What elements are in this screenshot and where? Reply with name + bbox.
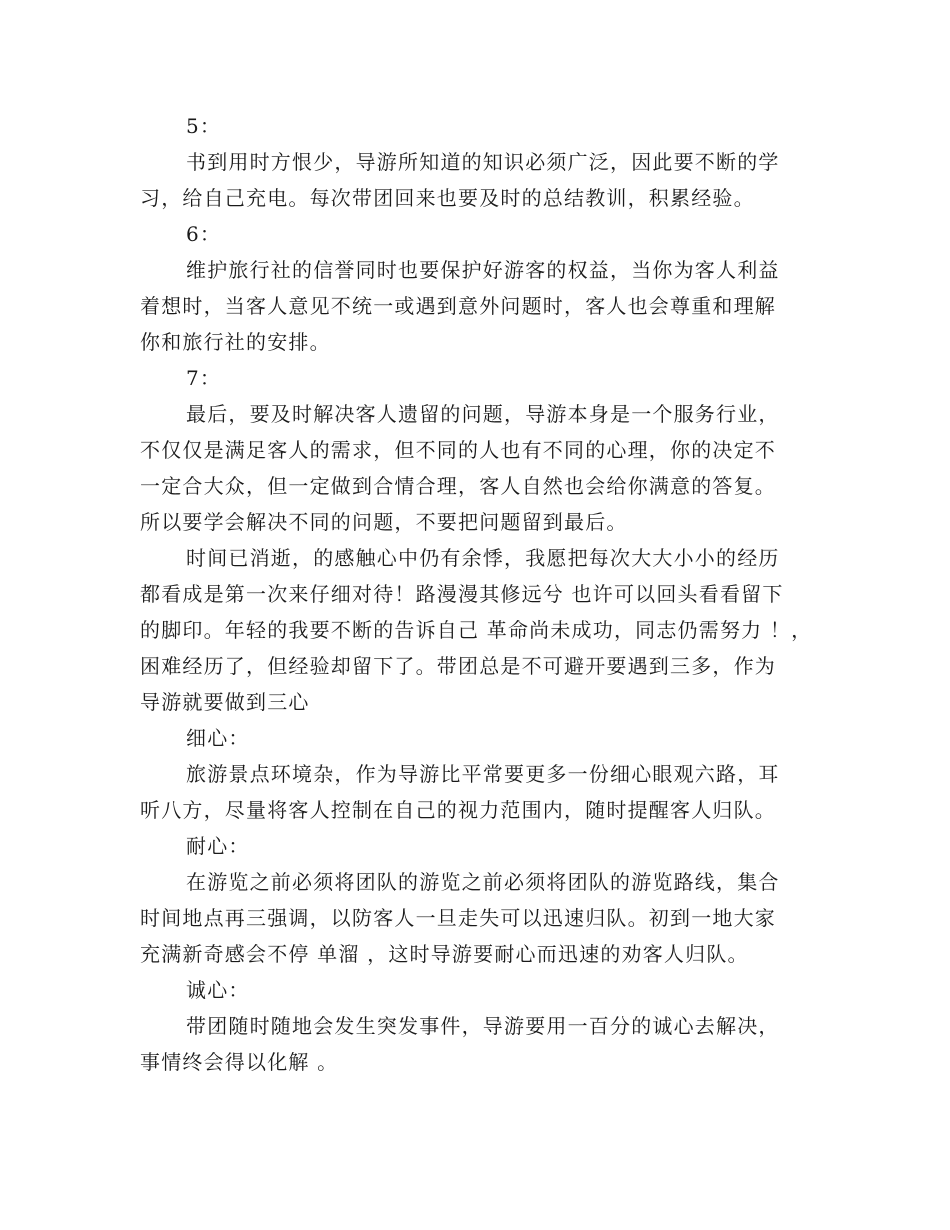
heart-label: 细心：: [186, 726, 250, 750]
paragraph-line: 最后，要及时解决客人遗留的问题，导游本身是一个服务行业，: [186, 402, 780, 426]
section-number: 7：: [186, 366, 222, 390]
paragraph-line: 时间已消逝，的感触心中仍有余悸，我愿把每次大大小小的经历: [186, 546, 780, 570]
paragraph-line: 着想时，当客人意见不统一或遇到意外问题时，客人也会尊重和理解: [140, 294, 776, 318]
paragraph-line: 听八方，尽量将客人控制在自己的视力范围内，随时提醒客人归队。: [140, 798, 776, 822]
paragraph-line: 充满新奇感会不停 单溜 ，这时导游要耐心而迅速的劝客人归队。: [140, 942, 749, 966]
paragraph-line: 带团随时随地会发生突发事件，导游要用一百分的诚心去解决，: [186, 1014, 780, 1038]
section-number: 6：: [186, 222, 222, 246]
paragraph-line: 都看成是第一次来仔细对待！路漫漫其修远兮 也许可以回头看看留下: [140, 582, 784, 606]
paragraph-line: 在游览之前必须将团队的游览之前必须将团队的游览路线，集合: [186, 870, 780, 894]
section-number: 5：: [186, 114, 222, 138]
paragraph-line: 你和旅行社的安排。: [140, 330, 331, 354]
paragraph-line: 不仅仅是满足客人的需求，但不同的人也有不同的心理，你的决定不: [140, 438, 776, 462]
document-body: [140, 108, 820, 1080]
paragraph-line: 书到用时方恨少，导游所知道的知识必须广泛，因此要不断的学: [186, 150, 780, 174]
paragraph-line: 困难经历了，但经验却留下了。带团总是不可避开要遇到三多，作为: [140, 654, 776, 678]
paragraph-line: 维护旅行社的信誉同时也要保护好游客的权益，当你为客人利益: [186, 258, 780, 282]
paragraph-line: 一定合大众，但一定做到合情合理，客人自然也会给你满意的答复。: [140, 474, 776, 498]
paragraph-line: 习，给自己充电。每次带团回来也要及时的总结教训，积累经验。: [140, 186, 755, 210]
paragraph-line: 的脚印。年轻的我要不断的告诉自己 革命尚未成功，同志仍需努力 ！，: [140, 618, 813, 642]
paragraph-line: 时间地点再三强调，以防客人一旦走失可以迅速归队。初到一地大家: [140, 906, 776, 930]
paragraph-line: 事情终会得以化解 。: [140, 1050, 339, 1074]
paragraph-line: 所以要学会解决不同的问题，不要把问题留到最后。: [140, 510, 628, 534]
heart-label: 耐心：: [186, 834, 250, 858]
paragraph-line: 导游就要做到三心: [140, 690, 310, 714]
paragraph-line: 旅游景点环境杂，作为导游比平常要更多一份细心眼观六路，耳: [186, 762, 780, 786]
heart-label: 诚心：: [186, 978, 250, 1002]
